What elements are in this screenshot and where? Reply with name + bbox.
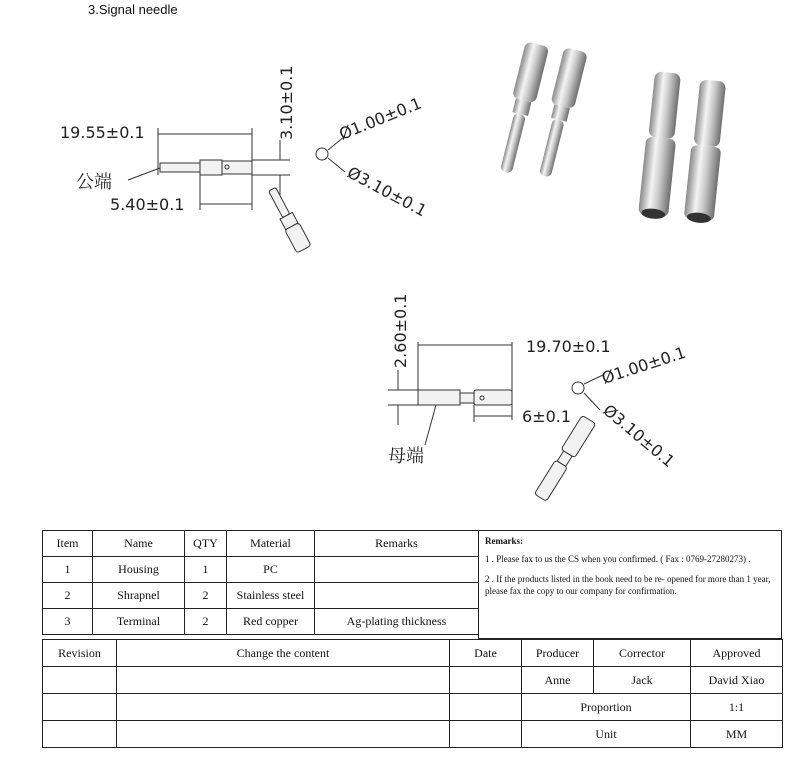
- male-name-label: 公端: [76, 172, 112, 193]
- items-header-row: [43, 531, 479, 557]
- material-cell: Stainless steel: [227, 583, 315, 609]
- corrector-value: Jack: [594, 667, 691, 694]
- remarks-title: Remarks:: [485, 536, 523, 546]
- name-cell: Terminal: [93, 609, 185, 635]
- table-row: [43, 557, 479, 583]
- signature-row: [43, 667, 783, 694]
- section-heading: 3.Signal needle: [88, 2, 178, 17]
- male-length-label: 19.55±0.1: [60, 123, 145, 142]
- female-name-label: 母端: [388, 446, 424, 467]
- remarks-line-2: 2 . If the products listed in the book need to be re- opened for more than 1 year, please fax the copy to our company for confirmation.: [485, 574, 771, 597]
- female-length-label: 19.70±0.1: [526, 337, 611, 356]
- female-partial-label: 6±0.1: [522, 407, 572, 426]
- header-material: Material: [227, 531, 315, 557]
- pins-photo: [494, 41, 728, 224]
- name-cell: Housing: [93, 557, 185, 583]
- table-row: [43, 609, 479, 635]
- material-cell: PC: [227, 557, 315, 583]
- remarks-box: [478, 530, 782, 639]
- item-cell: 3: [43, 609, 93, 635]
- producer-label: Producer: [522, 640, 594, 667]
- remarks-line-1: 1 . Please fax to us the CS when you confirmed. ( Fax : 0769-27280273) .: [485, 554, 751, 565]
- item-cell: 1: [43, 557, 93, 583]
- male-pin-drawing: [60, 66, 430, 253]
- header-remarks: Remarks: [315, 531, 479, 557]
- producer-value: Anne: [522, 667, 594, 694]
- remarks-cell: [315, 557, 479, 583]
- photo-female-pin-2: [683, 79, 728, 224]
- male-pin-shaft: [160, 163, 200, 172]
- qty-cell: 2: [185, 609, 227, 635]
- header-qty: QTY: [185, 531, 227, 557]
- unit-value: MM: [691, 721, 783, 748]
- header-item: Item: [43, 531, 93, 557]
- remarks-cell: [315, 583, 479, 609]
- male-pin-sketch: [265, 185, 311, 253]
- female-pin-body: [418, 390, 460, 405]
- header-name: Name: [93, 531, 185, 557]
- date-label: Date: [450, 640, 522, 667]
- female-outer-dia-label: Ø3.10±0.1: [599, 400, 679, 472]
- change-label: Change the content: [117, 640, 450, 667]
- proportion-row: [43, 694, 783, 721]
- male-outer-dia-label: Ø3.10±0.1: [344, 162, 430, 221]
- revision-table: [42, 639, 783, 748]
- table-row: [43, 583, 479, 609]
- revision-header-row: [43, 640, 783, 667]
- unit-row: [43, 721, 783, 748]
- unit-label: Unit: [522, 721, 691, 748]
- qty-cell: 1: [185, 557, 227, 583]
- photo-female-pin-1: [638, 71, 683, 220]
- male-height-label: 3.10±0.1: [277, 65, 296, 140]
- female-inner-dia-label: Ø1.00±0.1: [599, 342, 689, 388]
- female-pin-drawing: [388, 294, 688, 502]
- male-partial-label: 5.40±0.1: [110, 195, 185, 214]
- material-cell: Red copper: [227, 609, 315, 635]
- remarks-cell: Ag-plating thickness: [315, 609, 479, 635]
- approved-label: Approved: [691, 640, 783, 667]
- female-pin-sketch: [534, 415, 596, 501]
- corrector-label: Corrector: [594, 640, 691, 667]
- male-inner-dia-label: Ø1.00±0.1: [336, 93, 425, 144]
- approved-value: David Xiao: [691, 667, 783, 694]
- qty-cell: 2: [185, 583, 227, 609]
- proportion-value: 1:1: [691, 694, 783, 721]
- photo-male-pin-1: [494, 41, 549, 175]
- proportion-label: Proportion: [522, 694, 691, 721]
- name-cell: Shrapnel: [93, 583, 185, 609]
- revision-label: Revision: [43, 640, 117, 667]
- items-table: [42, 530, 479, 635]
- female-height-label: 2.60±0.1: [391, 293, 410, 368]
- item-cell: 2: [43, 583, 93, 609]
